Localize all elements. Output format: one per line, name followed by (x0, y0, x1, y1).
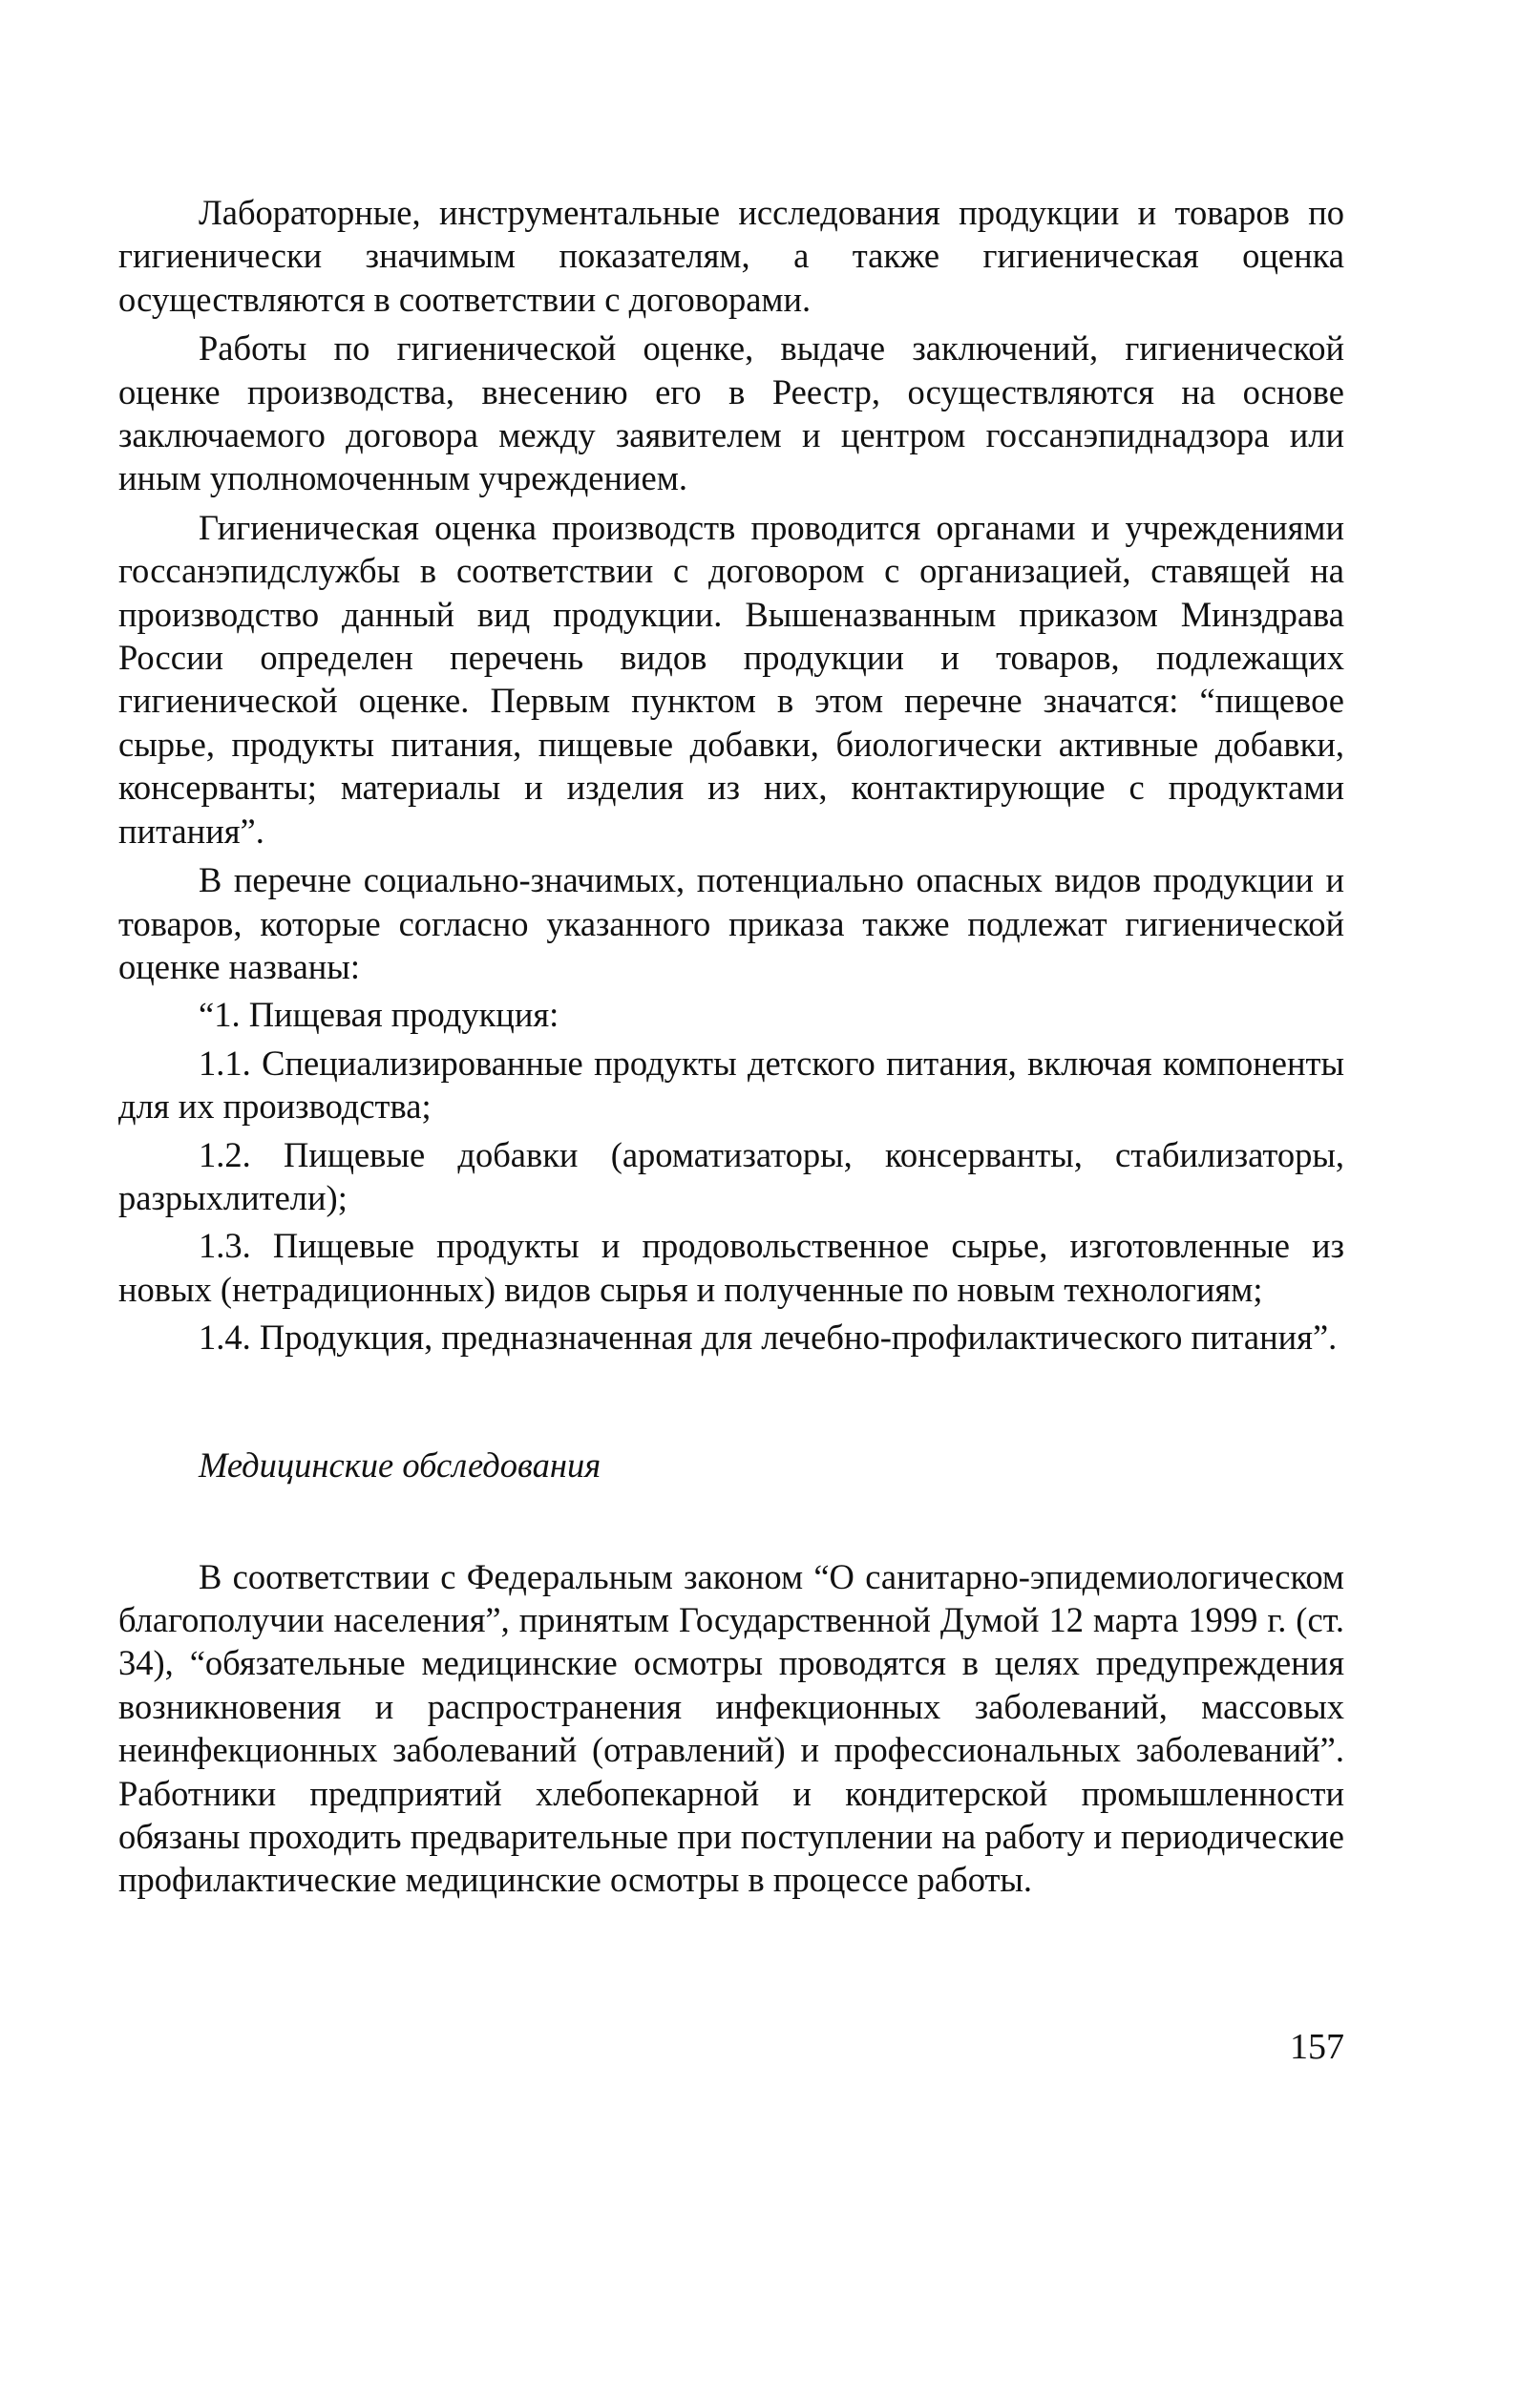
paragraph-medical-examinations: В соответствии с Федеральным законом “О санитарно-эпидемиологическом благополучии населения”, принятым Государственной Думой 12 марта 1999 г. (ст. 34), “обязательные медицинские осмотры проводятся в целях предупреждения возникновения и распространения инфекционных заболеваний, массовых неинфекционных заболеваний (отравлений) и профессиональных заболеваний”. Работники предприятий хлебопекарной и кондитерской промышленности обязаны проходить предварительные при поступлении на работу и периодические профилактические медицинские осмотры в процессе работы. (118, 1556, 1344, 1900)
list-title: “1. Пищевая продукция: (199, 995, 559, 1035)
paragraph-hygienic-assessment-work: Работы по гигиенической оценке, выдаче заключений, гигиенической оценке производства, внесению его в Реестр, осуществляются на основе заключаемого договора между заявителем и центром госсанэпиднадзора или иным уполномоченным учреждением. (118, 328, 1344, 498)
page-body (118, 191, 1344, 1902)
paragraph-production-assessment: Гигиеническая оценка производств проводится органами и учреждениями госсанэпидслужбы в соответствии с договором с организацией, ставящей на производство данный вид продукции. Вышеназванным приказом Минздрава России определен перечень видов продукции и товаров, подлежащих гигиенической оценке. Первым пунктом в этом перечне значатся: “пищевое сырье, продукты питания, пищевые добавки, биологически активные добавки, консерванты; материалы и изделия из них, контактирующие с продуктами питания”. (118, 507, 1344, 851)
page-number: 157 (1290, 2027, 1344, 2067)
list-item: 1.1. Специализированные продукты детского питания, включая компоненты для их производства; (118, 1043, 1344, 1127)
list-item: 1.2. Пищевые добавки (ароматизаторы, консерванты, стабилизаторы, разрыхлители); (118, 1134, 1344, 1217)
section-heading: Медицинские обследования (199, 1445, 601, 1485)
list-item: 1.4. Продукция, предназначенная для лечебно-профилактического питания”. (199, 1318, 1338, 1358)
paragraph-product-list-intro: В перечне социально-значимых, потенциально опасных видов продукции и товаров, которые согласно указанного приказа также подлежат гигиенической оценке названы: (118, 860, 1344, 986)
paragraph-lab-tests: Лабораторные, инструментальные исследования продукции и товаров по гигиенически значимым показателям, а также гигиеническая оценка осуществляются в соответствии с договорами. (118, 193, 1344, 319)
list-item: 1.3. Пищевые продукты и продовольственное сырье, изготовленные из новых (нетрадиционных) видов сырья и полученные по новым технологиям; (118, 1226, 1344, 1309)
